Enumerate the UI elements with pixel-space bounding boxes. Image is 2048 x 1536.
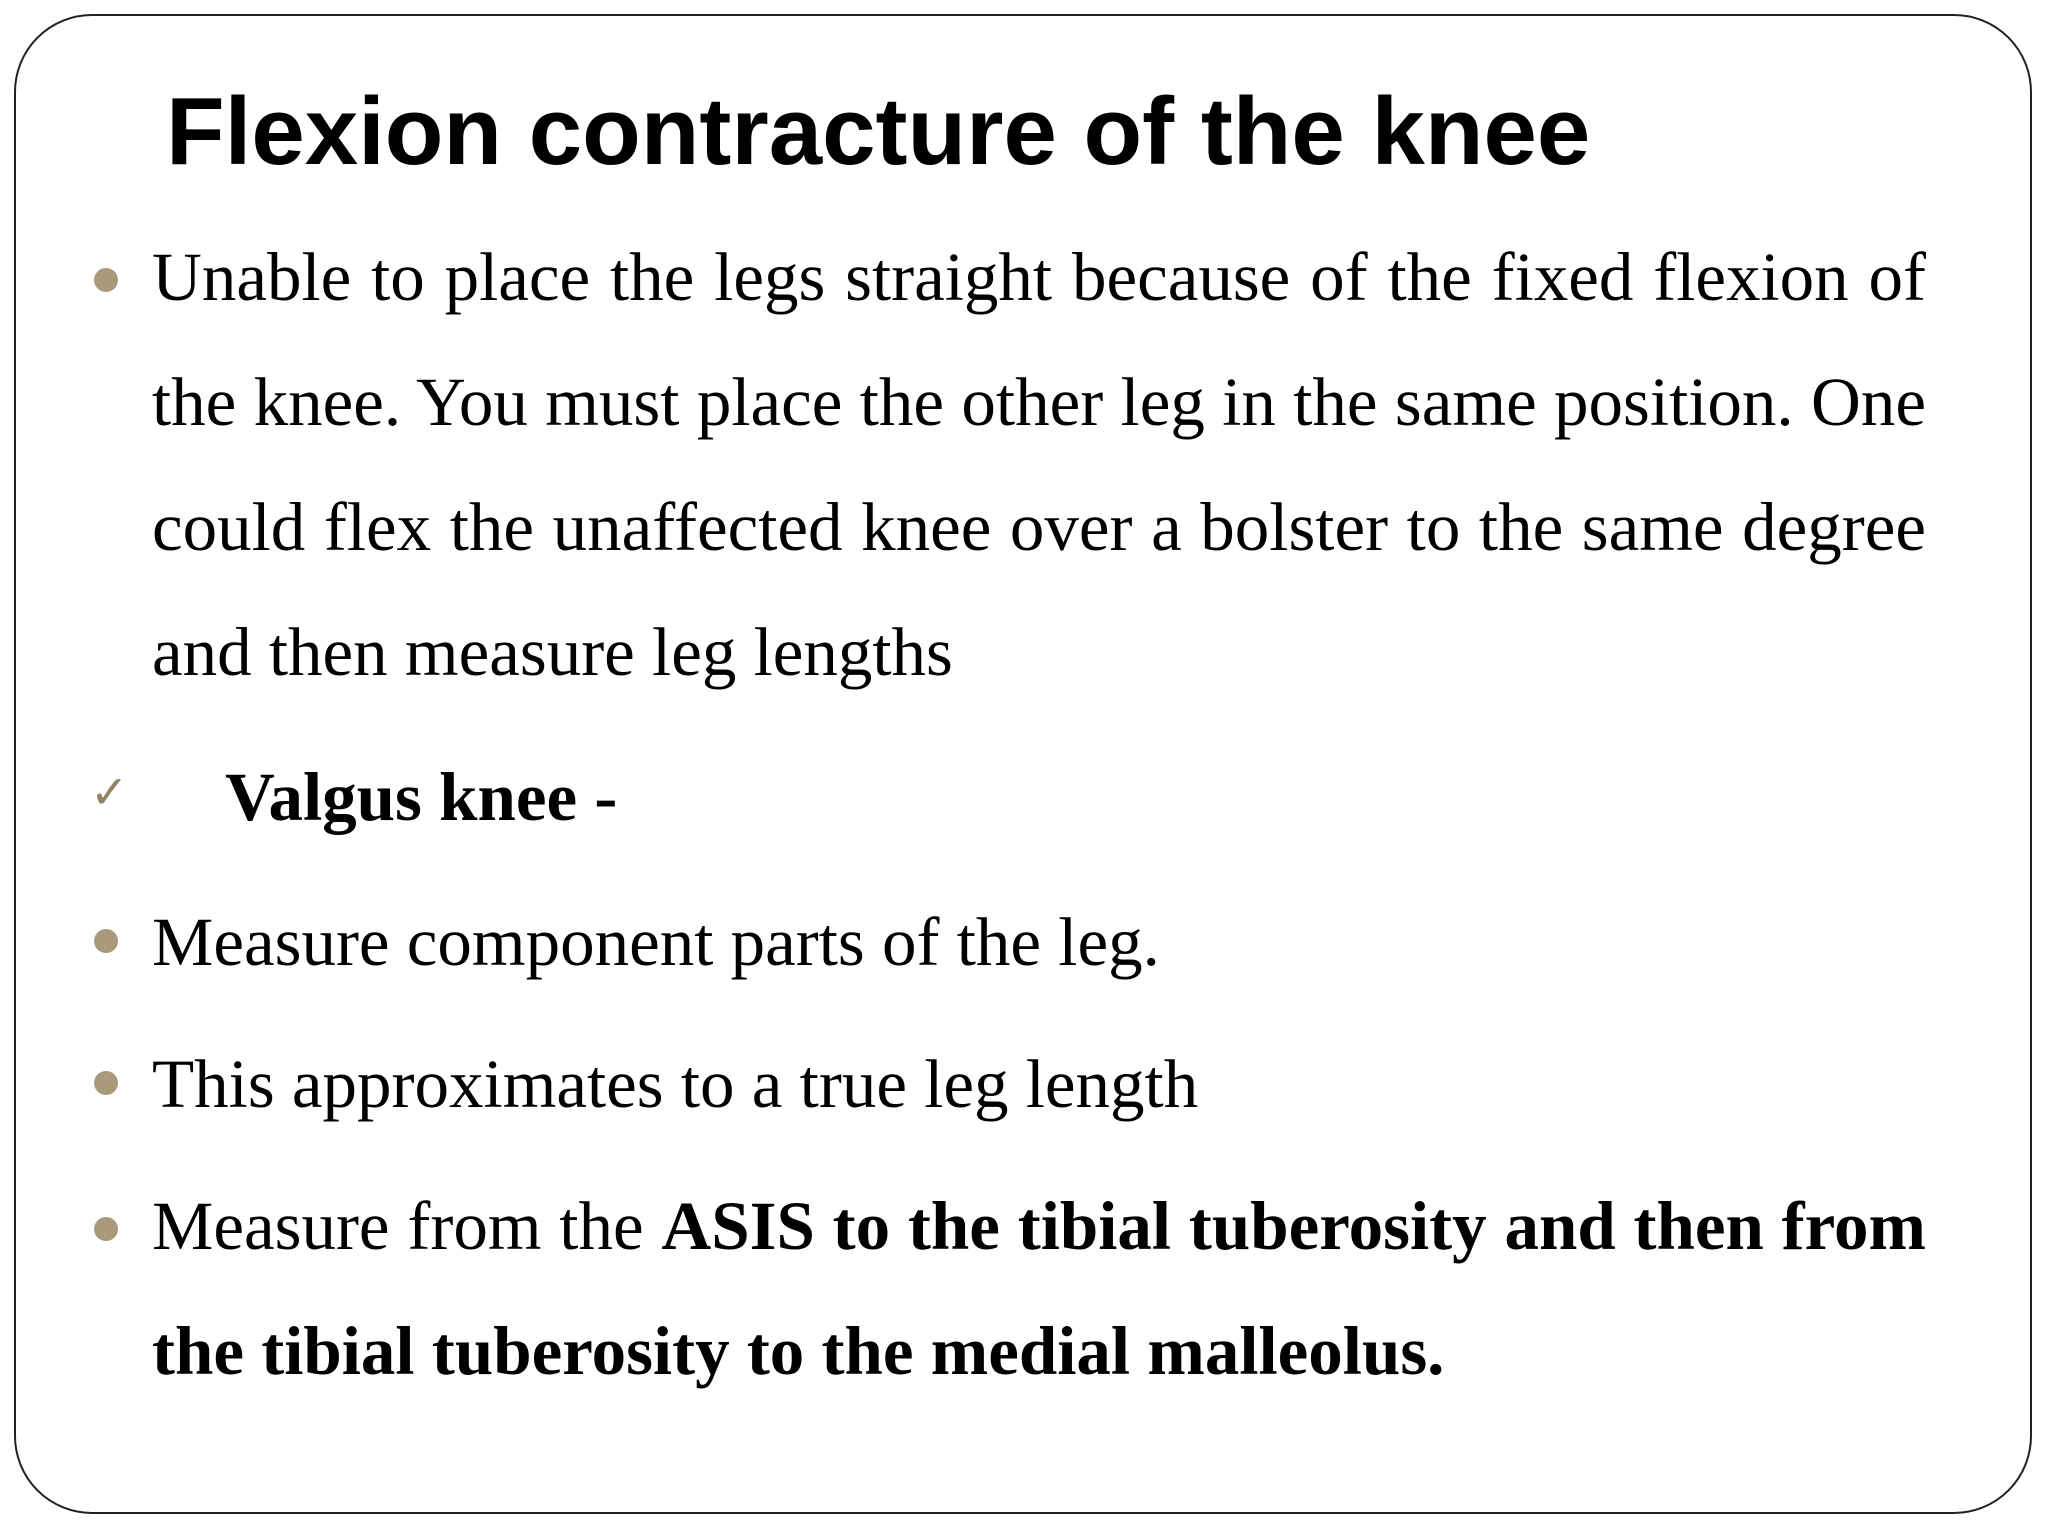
- bullet-heading: Valgus knee -: [225, 759, 618, 835]
- bullet-text: This approximates to a true leg length: [152, 1046, 1199, 1122]
- bullet-item-measure-asis: [0, 1164, 2048, 1424]
- slide-title: Flexion contracture of the knee: [166, 78, 1591, 185]
- bullet-text-plain: Measure from the: [152, 1188, 644, 1264]
- bullet-text: [152, 1164, 1926, 1414]
- bullet-text: Measure component parts of the leg.: [152, 904, 1160, 980]
- bullet-item-true-leg-length: [0, 1039, 2048, 1129]
- bullet-dot-icon: [94, 1217, 118, 1241]
- bullet-text: Unable to place the legs straight because of the fixed flexion of the knee. You must place the other leg in the same position. One could flex the unaffected knee over a bolster to the same degree and then measure leg lengths: [152, 239, 1926, 690]
- bullet-dot-icon: [94, 929, 118, 953]
- bullet-item-valgus-knee: [0, 752, 2048, 842]
- check-icon: ✓: [90, 765, 129, 819]
- bullet-text-bold: ASIS to the tibial tuberosity and then from the tibial tuberosity to the medial malleolus.: [152, 1188, 1927, 1389]
- bullet-item-component-parts: [0, 897, 2048, 987]
- bullet-dot-icon: [94, 1071, 118, 1095]
- bullet-dot-icon: [94, 268, 118, 292]
- bullet-item-fixed-flexion: [0, 215, 2048, 715]
